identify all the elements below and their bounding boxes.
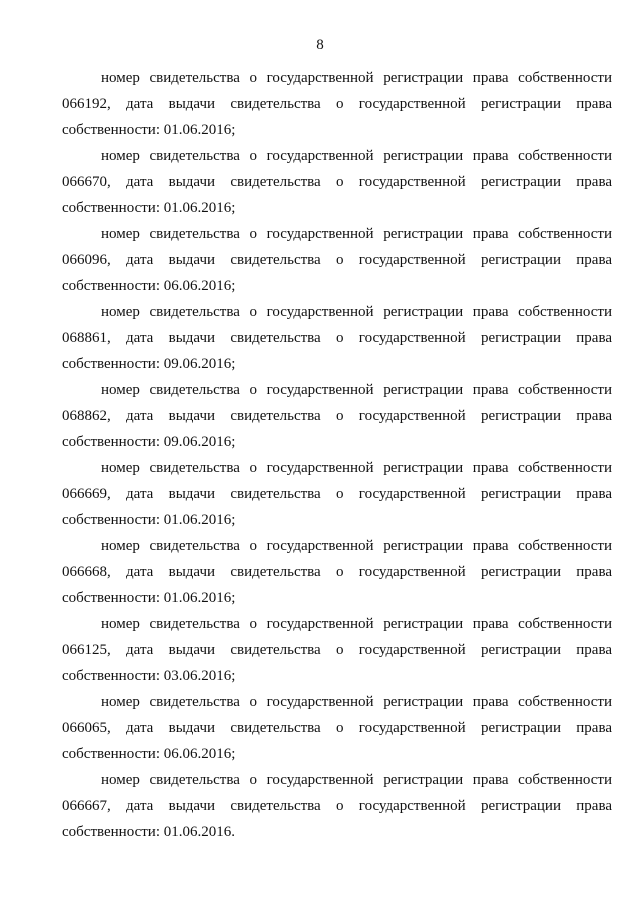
certificate-entry-3: номер свидетельства о государственной регистрации права собственности 066096, дата выдачи свидетельства о государственной регистрации права собственности: 06.06.2016; [62,226,612,294]
certificate-entry-2: номер свидетельства о государственной регистрации права собственности 066670, дата выдачи свидетельства о государственной регистрации права собственности: 01.06.2016; [62,148,612,216]
document-body [62,65,612,845]
certificate-entry-1: номер свидетельства о государственной регистрации права собственности 066192, дата выдачи свидетельства о государственной регистрации права собственности: 01.06.2016; [62,70,612,138]
certificate-entry-9: номер свидетельства о государственной регистрации права собственности 066065, дата выдачи свидетельства о государственной регистрации права собственности: 06.06.2016; [62,694,612,762]
page-number: 8 [316,37,324,53]
certificate-entry-4: номер свидетельства о государственной регистрации права собственности 068861, дата выдачи свидетельства о государственной регистрации права собственности: 09.06.2016; [62,304,612,372]
certificate-entry-6: номер свидетельства о государственной регистрации права собственности 066669, дата выдачи свидетельства о государственной регистрации права собственности: 01.06.2016; [62,460,612,528]
certificate-entry-8: номер свидетельства о государственной регистрации права собственности 066125, дата выдачи свидетельства о государственной регистрации права собственности: 03.06.2016; [62,616,612,684]
certificate-entry-7: номер свидетельства о государственной регистрации права собственности 066668, дата выдачи свидетельства о государственной регистрации права собственности: 01.06.2016; [62,538,612,606]
certificate-entry-10: номер свидетельства о государственной регистрации права собственности 066667, дата выдачи свидетельства о государственной регистрации права собственности: 01.06.2016. [62,772,612,840]
certificate-entry-5: номер свидетельства о государственной регистрации права собственности 068862, дата выдачи свидетельства о государственной регистрации права собственности: 09.06.2016; [62,382,612,450]
